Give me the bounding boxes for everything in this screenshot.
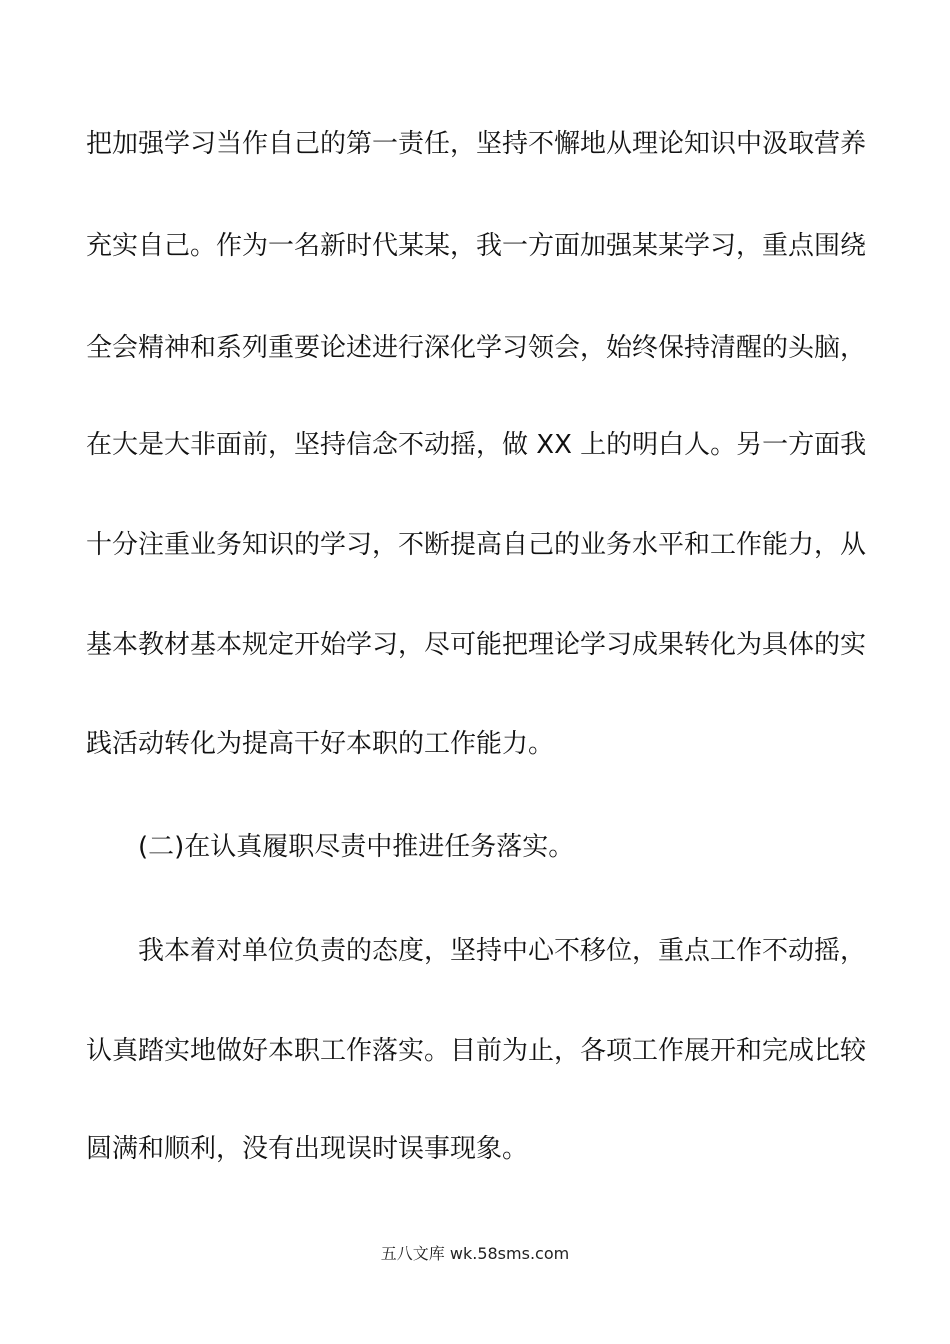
- section-heading: (二)在认真履职尽责中推进任务落实。: [138, 832, 575, 862]
- paragraph-line: 十分注重业务知识的学习，不断提高自己的业务水平和工作能力，从: [86, 530, 867, 560]
- paragraph-line: 全会精神和系列重要论述进行深化学习领会，始终保持清醒的头脑，: [86, 333, 867, 363]
- paragraph-line: 我本着对单位负责的态度，坚持中心不移位，重点工作不动摇，: [138, 936, 867, 966]
- paragraph-line: 认真踏实地做好本职工作落实。目前为止，各项工作展开和完成比较: [86, 1036, 867, 1066]
- paragraph-line: 践活动转化为提高干好本职的工作能力。: [86, 729, 555, 759]
- paragraph-line: 在大是大非面前，坚持信念不动摇，做 XX 上的明白人。另一方面我: [86, 430, 867, 460]
- paragraph-line: 把加强学习当作自己的第一责任，坚持不懈地从理论知识中汲取营养: [86, 129, 867, 159]
- paragraph-line: 充实自己。作为一名新时代某某，我一方面加强某某学习，重点围绕: [86, 231, 867, 261]
- paragraph-line: 基本教材基本规定开始学习，尽可能把理论学习成果转化为具体的实: [86, 630, 867, 660]
- paragraph-line: 圆满和顺利，没有出现误时误事现象。: [86, 1134, 529, 1164]
- page-footer: 五八文库 wk.58sms.com: [380, 1244, 570, 1263]
